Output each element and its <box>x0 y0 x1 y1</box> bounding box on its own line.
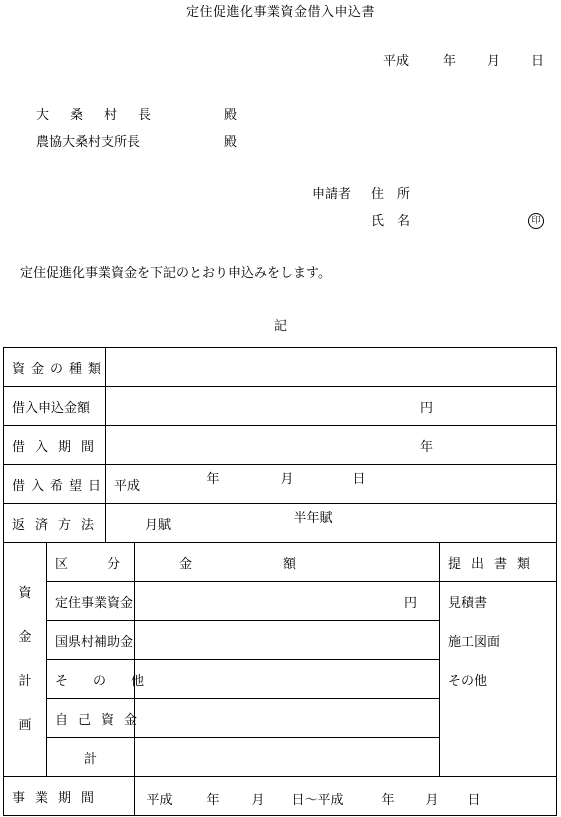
plan-doc: その他 <box>440 660 557 699</box>
row-desired-date <box>4 465 557 504</box>
plan-category: 自己資金 <box>47 699 135 738</box>
plan-doc <box>440 738 557 777</box>
applicant-name-label: 氏 名 <box>371 214 411 229</box>
plan-amount-field[interactable] <box>135 582 440 621</box>
pp-month2: 月 <box>425 793 439 808</box>
applicant-address-label: 住 所 <box>371 187 411 202</box>
row-repayment <box>4 504 557 543</box>
row-project-period <box>4 777 557 816</box>
plan-category: そ の 他 <box>47 660 135 699</box>
addressee-branch: 農協大桑村支所長 <box>36 135 141 150</box>
plan-row <box>4 699 557 738</box>
row-amount <box>4 387 557 426</box>
row-plan-header <box>4 543 557 582</box>
plan-row <box>4 738 557 777</box>
plan-amount-field[interactable] <box>135 621 440 660</box>
pp-month1: 月 <box>251 793 265 808</box>
plan-amount-unit: 円 <box>404 595 418 611</box>
plan-doc: 見積書 <box>440 582 557 621</box>
plan-amount-field[interactable] <box>135 660 440 699</box>
plan-char-2: 金 <box>18 629 32 645</box>
plan-char-4: 画 <box>18 717 32 733</box>
pp-day2: 日 <box>467 793 481 808</box>
period-unit: 年 <box>420 439 434 455</box>
repayment-field[interactable] <box>106 504 557 543</box>
date-day: 日 <box>531 54 545 69</box>
plan-header-amount: 金 額 <box>135 543 440 582</box>
document-title: 定住促進化事業資金借入申込書 <box>185 5 375 20</box>
addressee-mayor-suffix: 殿 <box>224 108 238 123</box>
plan-row <box>4 660 557 699</box>
plan-header-docs: 提出書類 <box>440 543 557 582</box>
plan-header-category: 区 分 <box>47 543 135 582</box>
row-period <box>4 426 557 465</box>
repayment-monthly[interactable]: 月賦 <box>145 517 172 533</box>
addressee-mayor: 大 桑 村 長 <box>36 108 156 123</box>
project-period-field[interactable] <box>135 777 557 816</box>
amount-unit: 円 <box>420 400 434 416</box>
desired-date-year: 年 <box>206 471 220 487</box>
repayment-label: 返済方法 <box>4 504 106 543</box>
plan-doc <box>440 699 557 738</box>
plan-category: 国県村補助金 <box>47 621 135 660</box>
seal-mark: 印 <box>528 213 544 229</box>
plan-amount-field[interactable] <box>135 738 440 777</box>
fund-type-field[interactable] <box>106 348 557 387</box>
period-field[interactable] <box>106 426 557 465</box>
repayment-semiannual[interactable]: 半年賦 <box>293 510 333 526</box>
intro-text: 定住促進化事業資金を下記のとおり申込みをします。 <box>20 266 331 281</box>
fund-type-label: 資金の種類 <box>4 348 106 387</box>
desired-date-field[interactable] <box>106 465 557 504</box>
plan-char-3: 計 <box>18 673 32 689</box>
desired-date-day: 日 <box>352 471 366 487</box>
addressee-branch-suffix: 殿 <box>224 135 238 150</box>
plan-amount-field[interactable] <box>135 699 440 738</box>
date-era: 平成 <box>383 54 410 69</box>
desired-date-label: 借入希望日 <box>4 465 106 504</box>
plan-doc: 施工図面 <box>440 621 557 660</box>
period-label: 借入期間 <box>4 426 106 465</box>
amount-label: 借入申込金額 <box>4 387 106 426</box>
date-year: 年 <box>443 54 457 69</box>
pp-year1: 年 <box>206 793 220 808</box>
date-month: 月 <box>487 54 501 69</box>
application-table <box>3 347 557 816</box>
amount-field[interactable] <box>106 387 557 426</box>
pp-era1: 平成 <box>146 793 173 808</box>
ki-heading: 記 <box>274 319 288 334</box>
plan-row <box>4 582 557 621</box>
plan-vertical-label <box>4 543 47 777</box>
plan-category: 定住事業資金 <box>47 582 135 621</box>
plan-char-1: 資 <box>18 585 32 601</box>
pp-day1-to: 日～平成 <box>291 793 344 808</box>
applicant-label: 申請者 <box>312 187 352 202</box>
project-period-label: 事業期間 <box>4 777 135 816</box>
row-fund-type <box>4 348 557 387</box>
plan-row <box>4 621 557 660</box>
pp-year2: 年 <box>381 793 395 808</box>
desired-date-era: 平成 <box>114 478 141 494</box>
plan-category-total: 計 <box>47 738 135 777</box>
desired-date-month: 月 <box>280 471 294 487</box>
